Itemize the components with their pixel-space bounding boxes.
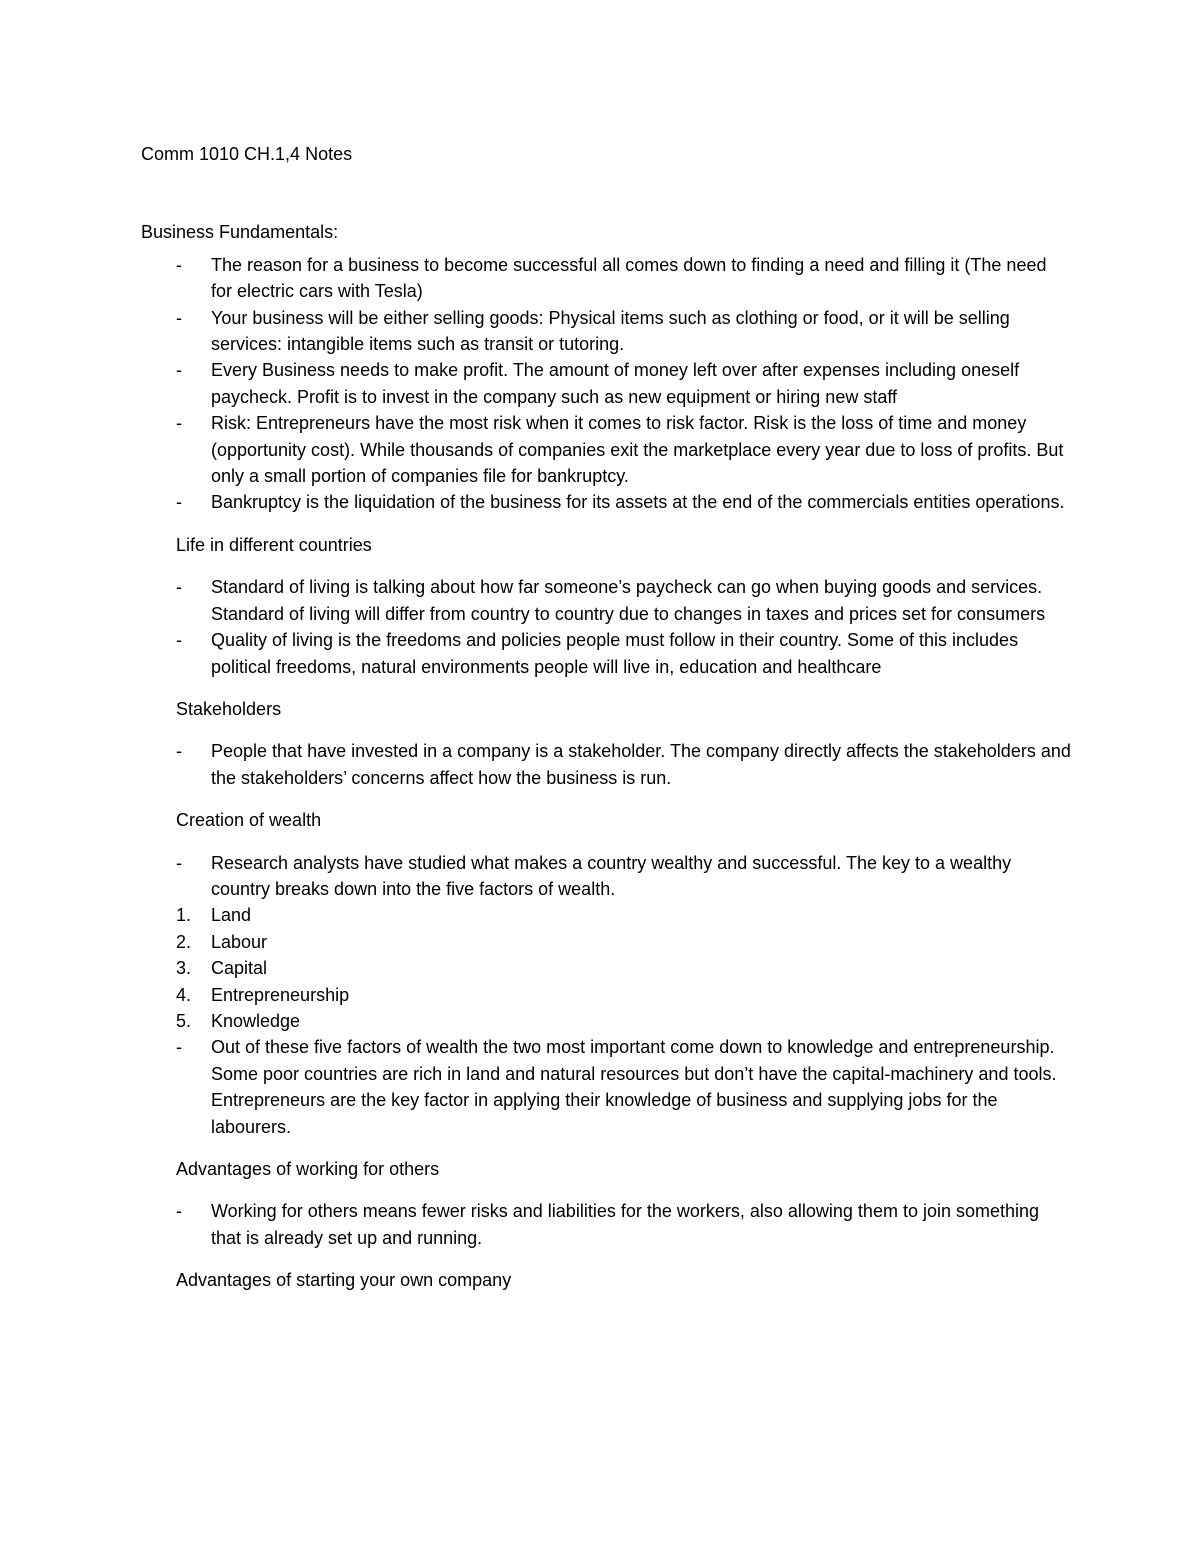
section-business-fundamentals xyxy=(141,219,1071,515)
list-item xyxy=(141,902,1071,928)
list-marker: - xyxy=(176,254,182,275)
list-item xyxy=(141,489,1071,515)
list-item-text: Entrepreneurship xyxy=(211,984,350,1005)
list-item-text: Land xyxy=(211,905,252,926)
list-marker: - xyxy=(176,741,182,762)
list-item-text: Research analysts have studied what makes a country wealthy and successful. The key to a wealthy country breaks down into the five factors of wealth. xyxy=(211,852,1012,899)
list-marker: 4. xyxy=(176,984,192,1005)
list-item-text: Quality of living is the freedoms and policies people must follow in their country. Some of this includes political freedoms, natural environments people will live in, education and healthcare xyxy=(211,630,1019,677)
list-marker: - xyxy=(176,630,182,651)
document-body xyxy=(141,141,1071,1294)
section-heading: Advantages of starting your own company xyxy=(176,1270,512,1291)
section-heading: Business Fundamentals: xyxy=(141,222,339,243)
list-item xyxy=(141,627,1071,680)
list-item-text: Standard of living is talking about how far someone’s paycheck can go when buying goods and services. Standard of living will differ from country to country due to changes in taxes and prices set for consumers xyxy=(211,577,1046,624)
section-stakeholders xyxy=(141,696,1071,791)
list-item xyxy=(141,410,1071,489)
list-marker: - xyxy=(176,307,182,328)
list-item xyxy=(141,955,1071,981)
list-item-text: Out of these five factors of wealth the two most important come down to knowledge and entrepreneurship. Some poor countries are rich in land and natural resources but don’t have the capital-machinery and tools. Entrepreneurs are the key factor in applying their knowledge of business and supplying jobs for the labourers. xyxy=(211,1037,1057,1137)
list-item-text: People that have invested in a company is a stakeholder. The company directly affects the stakeholders and the stakeholders’ concerns affect how the business is run. xyxy=(211,741,1071,788)
list-marker: - xyxy=(176,577,182,598)
bullet-list xyxy=(141,1198,1071,1251)
list-item-text: Working for others means fewer risks and liabilities for the workers, also allowing them to join something that is already set up and running. xyxy=(211,1201,1040,1248)
section-creation-of-wealth xyxy=(141,807,1071,1140)
list-marker: 2. xyxy=(176,931,192,952)
list-marker: - xyxy=(176,492,182,513)
list-marker: 1. xyxy=(176,905,192,926)
list-item xyxy=(141,574,1071,627)
list-item-text: Every Business needs to make profit. The amount of money left over after expenses including oneself paycheck. Profit is to invest in the company such as new equipment or hiring new staff xyxy=(211,360,1020,407)
bullet-list xyxy=(141,738,1071,791)
bullet-list xyxy=(141,252,1071,516)
list-marker: - xyxy=(176,1201,182,1222)
list-item xyxy=(141,738,1071,791)
list-item-text: Bankruptcy is the liquidation of the business for its assets at the end of the commercials entities operations. xyxy=(211,492,1065,513)
section-advantages-starting-own-company xyxy=(141,1267,1071,1293)
list-item xyxy=(141,850,1071,903)
bullet-list xyxy=(141,574,1071,680)
list-item xyxy=(141,252,1071,305)
list-marker: 3. xyxy=(176,958,192,979)
section-heading: Advantages of working for others xyxy=(176,1159,440,1179)
list-item xyxy=(141,305,1071,358)
list-item xyxy=(141,1198,1071,1251)
list-item xyxy=(141,1034,1071,1140)
list-marker: 5. xyxy=(176,1010,192,1031)
list-marker: - xyxy=(176,360,182,381)
section-life-in-different-countries xyxy=(141,532,1071,680)
section-heading: Stakeholders xyxy=(176,698,282,719)
list-item-text: Labour xyxy=(211,931,268,952)
document-title: Comm 1010 CH.1,4 Notes xyxy=(141,144,353,164)
list-item xyxy=(141,1008,1071,1034)
list-item-text: Knowledge xyxy=(211,1010,301,1031)
section-heading: Creation of wealth xyxy=(176,810,322,831)
list-item-text: Your business will be either selling goods: Physical items such as clothing or food, or it will be selling services: intangible items such as transit or tutoring. xyxy=(211,307,1010,355)
section-heading: Life in different countries xyxy=(176,534,372,555)
bullet-list xyxy=(141,850,1071,1140)
list-item-text: The reason for a business to become successful all comes down to finding a need and filling it (The need for electric cars with Tesla) xyxy=(211,254,1047,302)
list-item xyxy=(141,982,1071,1008)
list-item xyxy=(141,357,1071,410)
list-marker: - xyxy=(176,413,182,434)
section-advantages-working-for-others xyxy=(141,1156,1071,1251)
list-item-text: Risk: Entrepreneurs have the most risk when it comes to risk factor. Risk is the loss of time and money (opportunity cost). While thousands of companies exit the marketplace every year due to loss of profits. But only a small portion of companies file for bankruptcy. xyxy=(211,413,1064,487)
list-marker: - xyxy=(176,852,182,873)
list-item-text: Capital xyxy=(211,958,268,979)
list-item xyxy=(141,929,1071,955)
list-marker: - xyxy=(176,1037,182,1058)
